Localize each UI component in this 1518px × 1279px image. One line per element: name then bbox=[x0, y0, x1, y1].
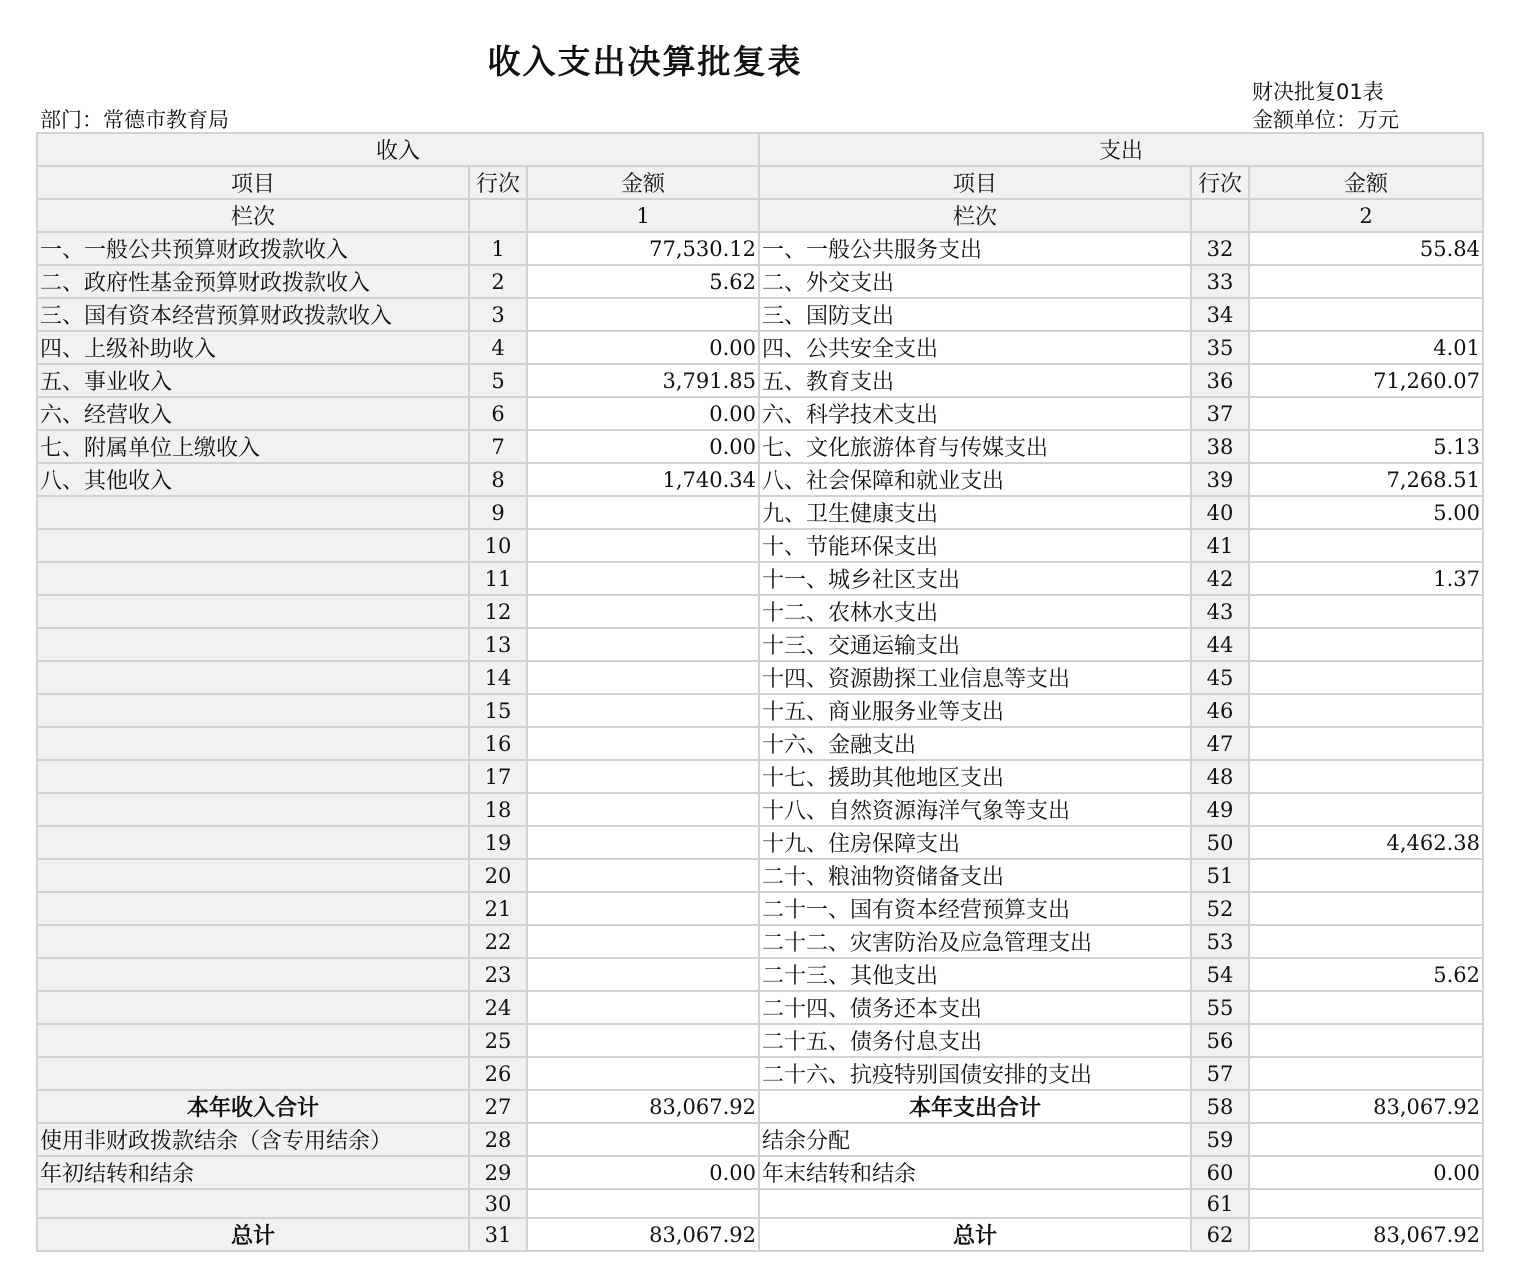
expense-row-no-cell: 46 bbox=[1191, 694, 1249, 727]
expense-row-no-cell: 39 bbox=[1191, 463, 1249, 496]
expense-item-cell: 二十六、抗疫特别国债安排的支出 bbox=[759, 1057, 1191, 1090]
income-item-cell bbox=[37, 991, 469, 1024]
expense-item-cell: 十八、自然资源海洋气象等支出 bbox=[759, 793, 1191, 826]
table-row bbox=[37, 760, 1483, 793]
income-amount-cell: 77,530.12 bbox=[527, 232, 759, 265]
income-item-cell: 年初结转和结余 bbox=[37, 1156, 469, 1189]
table-row bbox=[37, 793, 1483, 826]
expense-row-no-cell: 34 bbox=[1191, 298, 1249, 331]
income-item-cell bbox=[37, 826, 469, 859]
expense-row-no-cell: 43 bbox=[1191, 595, 1249, 628]
income-row-no-cell: 27 bbox=[469, 1090, 527, 1123]
expense-amount-cell bbox=[1249, 1024, 1483, 1057]
expense-column-no: 2 bbox=[1249, 199, 1483, 232]
income-row-no-cell: 10 bbox=[469, 529, 527, 562]
expense-item-cell: 六、科学技术支出 bbox=[759, 397, 1191, 430]
income-item-cell: 总计 bbox=[37, 1218, 469, 1251]
income-amount-cell bbox=[527, 925, 759, 958]
income-row-no-cell: 15 bbox=[469, 694, 527, 727]
income-amount-cell bbox=[527, 859, 759, 892]
expense-column-order-label: 栏次 bbox=[759, 199, 1191, 232]
income-row-no-cell: 5 bbox=[469, 364, 527, 397]
expense-column-order-blank bbox=[1191, 199, 1249, 232]
expense-item-cell bbox=[759, 1189, 1191, 1218]
income-row-no-cell: 20 bbox=[469, 859, 527, 892]
income-row-no-cell: 16 bbox=[469, 727, 527, 760]
expense-item-cell: 十三、交通运输支出 bbox=[759, 628, 1191, 661]
income-amount-cell: 5.62 bbox=[527, 265, 759, 298]
income-column-order-blank bbox=[469, 199, 527, 232]
expense-row-no-cell: 49 bbox=[1191, 793, 1249, 826]
expense-amount-cell bbox=[1249, 694, 1483, 727]
income-row-no-cell: 3 bbox=[469, 298, 527, 331]
expense-amount-cell bbox=[1249, 595, 1483, 628]
expense-item-cell: 四、公共安全支出 bbox=[759, 331, 1191, 364]
expense-row-no-cell: 44 bbox=[1191, 628, 1249, 661]
table-row bbox=[37, 694, 1483, 727]
income-amount-cell bbox=[527, 1189, 759, 1218]
income-row-no-cell: 17 bbox=[469, 760, 527, 793]
expense-amount-cell: 71,260.07 bbox=[1249, 364, 1483, 397]
table-row bbox=[37, 958, 1483, 991]
expense-row-no-cell: 58 bbox=[1191, 1090, 1249, 1123]
table-row bbox=[37, 991, 1483, 1024]
expense-row-no-cell: 36 bbox=[1191, 364, 1249, 397]
expense-item-cell: 二十三、其他支出 bbox=[759, 958, 1191, 991]
expense-row-no-cell: 55 bbox=[1191, 991, 1249, 1024]
income-row-no-cell: 19 bbox=[469, 826, 527, 859]
expense-amount-cell bbox=[1249, 793, 1483, 826]
table-row bbox=[37, 232, 1483, 265]
form-number: 财决批复01表 bbox=[1252, 80, 1384, 104]
income-item-cell bbox=[37, 925, 469, 958]
expense-item-cell: 十六、金融支出 bbox=[759, 727, 1191, 760]
income-amount-cell: 83,067.92 bbox=[527, 1218, 759, 1251]
table-row bbox=[37, 364, 1483, 397]
income-amount-cell: 83,067.92 bbox=[527, 1090, 759, 1123]
income-row-no-cell: 12 bbox=[469, 595, 527, 628]
income-amount-cell bbox=[527, 991, 759, 1024]
income-row-no-cell: 29 bbox=[469, 1156, 527, 1189]
expense-item-cell: 二十五、债务付息支出 bbox=[759, 1024, 1191, 1057]
amount-unit-label: 金额单位：万元 bbox=[1252, 108, 1399, 132]
income-row-no-cell: 6 bbox=[469, 397, 527, 430]
income-amount-cell: 1,740.34 bbox=[527, 463, 759, 496]
table-row bbox=[37, 595, 1483, 628]
income-column-order-label: 栏次 bbox=[37, 199, 469, 232]
expense-amount-cell bbox=[1249, 1189, 1483, 1218]
expense-item-cell: 十一、城乡社区支出 bbox=[759, 562, 1191, 595]
expense-item-cell: 十七、援助其他地区支出 bbox=[759, 760, 1191, 793]
expense-item-header: 项目 bbox=[759, 166, 1191, 199]
expense-amount-cell: 7,268.51 bbox=[1249, 463, 1483, 496]
expense-row-no-cell: 52 bbox=[1191, 892, 1249, 925]
income-row-no-cell: 4 bbox=[469, 331, 527, 364]
expense-amount-cell: 0.00 bbox=[1249, 1156, 1483, 1189]
table-row bbox=[37, 1189, 1483, 1218]
table-row bbox=[37, 859, 1483, 892]
table-row bbox=[37, 562, 1483, 595]
expense-amount-cell bbox=[1249, 628, 1483, 661]
income-amount-cell bbox=[527, 892, 759, 925]
expense-amount-cell bbox=[1249, 925, 1483, 958]
income-row-no-cell: 25 bbox=[469, 1024, 527, 1057]
income-item-cell bbox=[37, 496, 469, 529]
income-amount-cell bbox=[527, 562, 759, 595]
expense-item-cell: 年末结转和结余 bbox=[759, 1156, 1191, 1189]
income-row-no-cell: 18 bbox=[469, 793, 527, 826]
income-amount-cell: 3,791.85 bbox=[527, 364, 759, 397]
income-item-cell bbox=[37, 628, 469, 661]
income-item-cell bbox=[37, 958, 469, 991]
income-item-cell: 七、附属单位上缴收入 bbox=[37, 430, 469, 463]
column-order-row bbox=[37, 199, 1483, 232]
budget-table bbox=[36, 132, 1484, 1252]
section-header-row bbox=[37, 133, 1483, 166]
table-row bbox=[37, 826, 1483, 859]
table-row bbox=[37, 1156, 1483, 1189]
expense-row-no-cell: 35 bbox=[1191, 331, 1249, 364]
table-row bbox=[37, 1057, 1483, 1090]
expense-row-no-cell: 40 bbox=[1191, 496, 1249, 529]
income-amount-cell bbox=[527, 727, 759, 760]
income-amount-cell: 0.00 bbox=[527, 331, 759, 364]
income-item-cell bbox=[37, 1189, 469, 1218]
expense-row-no-cell: 51 bbox=[1191, 859, 1249, 892]
expense-row-no-header: 行次 bbox=[1191, 166, 1249, 199]
income-amount-cell bbox=[527, 661, 759, 694]
expense-row-no-cell: 47 bbox=[1191, 727, 1249, 760]
income-row-no-cell: 9 bbox=[469, 496, 527, 529]
table-row bbox=[37, 397, 1483, 430]
expense-amount-header: 金额 bbox=[1249, 166, 1483, 199]
expense-row-no-cell: 60 bbox=[1191, 1156, 1249, 1189]
income-item-cell bbox=[37, 727, 469, 760]
expense-amount-cell: 5.62 bbox=[1249, 958, 1483, 991]
expense-section-header: 支出 bbox=[759, 133, 1483, 166]
income-row-no-cell: 30 bbox=[469, 1189, 527, 1218]
table-row bbox=[37, 1090, 1483, 1123]
expense-amount-cell bbox=[1249, 298, 1483, 331]
income-amount-cell bbox=[527, 1123, 759, 1156]
table-row bbox=[37, 298, 1483, 331]
expense-row-no-cell: 53 bbox=[1191, 925, 1249, 958]
income-item-cell bbox=[37, 859, 469, 892]
income-item-cell: 六、经营收入 bbox=[37, 397, 469, 430]
expense-item-cell: 九、卫生健康支出 bbox=[759, 496, 1191, 529]
expense-item-cell: 十二、农林水支出 bbox=[759, 595, 1191, 628]
income-amount-cell bbox=[527, 298, 759, 331]
expense-row-no-cell: 57 bbox=[1191, 1057, 1249, 1090]
income-item-cell: 本年收入合计 bbox=[37, 1090, 469, 1123]
income-amount-cell: 0.00 bbox=[527, 430, 759, 463]
expense-item-cell: 七、文化旅游体育与传媒支出 bbox=[759, 430, 1191, 463]
income-amount-cell bbox=[527, 793, 759, 826]
page-title: 收入支出决算批复表 bbox=[487, 42, 803, 81]
income-row-no-cell: 7 bbox=[469, 430, 527, 463]
income-row-no-cell: 8 bbox=[469, 463, 527, 496]
expense-item-cell: 十、节能环保支出 bbox=[759, 529, 1191, 562]
expense-item-cell: 二、外交支出 bbox=[759, 265, 1191, 298]
income-item-cell: 使用非财政拨款结余（含专用结余） bbox=[37, 1123, 469, 1156]
income-item-cell bbox=[37, 1057, 469, 1090]
expense-item-cell: 二十二、灾害防治及应急管理支出 bbox=[759, 925, 1191, 958]
table-row bbox=[37, 892, 1483, 925]
income-row-no-cell: 28 bbox=[469, 1123, 527, 1156]
expense-item-cell: 总计 bbox=[759, 1218, 1191, 1251]
expense-item-cell: 十九、住房保障支出 bbox=[759, 826, 1191, 859]
income-item-cell: 五、事业收入 bbox=[37, 364, 469, 397]
expense-item-cell: 十四、资源勘探工业信息等支出 bbox=[759, 661, 1191, 694]
income-amount-cell bbox=[527, 529, 759, 562]
income-row-no-header: 行次 bbox=[469, 166, 527, 199]
expense-amount-cell: 4.01 bbox=[1249, 331, 1483, 364]
expense-row-no-cell: 48 bbox=[1191, 760, 1249, 793]
expense-amount-cell bbox=[1249, 1057, 1483, 1090]
table-row bbox=[37, 925, 1483, 958]
expense-amount-cell: 55.84 bbox=[1249, 232, 1483, 265]
income-row-no-cell: 14 bbox=[469, 661, 527, 694]
table-row bbox=[37, 661, 1483, 694]
expense-amount-cell bbox=[1249, 892, 1483, 925]
table-row bbox=[37, 529, 1483, 562]
expense-row-no-cell: 50 bbox=[1191, 826, 1249, 859]
expense-amount-cell bbox=[1249, 991, 1483, 1024]
income-row-no-cell: 11 bbox=[469, 562, 527, 595]
expense-item-cell: 五、教育支出 bbox=[759, 364, 1191, 397]
expense-item-cell: 二十、粮油物资储备支出 bbox=[759, 859, 1191, 892]
expense-item-cell: 结余分配 bbox=[759, 1123, 1191, 1156]
column-header-row bbox=[37, 166, 1483, 199]
income-item-cell: 三、国有资本经营预算财政拨款收入 bbox=[37, 298, 469, 331]
table-row bbox=[37, 496, 1483, 529]
table-row bbox=[37, 628, 1483, 661]
income-item-cell bbox=[37, 892, 469, 925]
expense-amount-cell bbox=[1249, 529, 1483, 562]
table-row bbox=[37, 265, 1483, 298]
income-item-cell: 四、上级补助收入 bbox=[37, 331, 469, 364]
expense-amount-cell bbox=[1249, 1123, 1483, 1156]
income-section-header: 收入 bbox=[37, 133, 759, 166]
table-row bbox=[37, 331, 1483, 364]
income-item-cell: 二、政府性基金预算财政拨款收入 bbox=[37, 265, 469, 298]
table-row bbox=[37, 463, 1483, 496]
income-amount-cell bbox=[527, 826, 759, 859]
expense-amount-cell: 1.37 bbox=[1249, 562, 1483, 595]
income-item-cell bbox=[37, 760, 469, 793]
expense-row-no-cell: 33 bbox=[1191, 265, 1249, 298]
income-item-header: 项目 bbox=[37, 166, 469, 199]
expense-amount-cell: 5.00 bbox=[1249, 496, 1483, 529]
income-row-no-cell: 22 bbox=[469, 925, 527, 958]
expense-amount-cell: 83,067.92 bbox=[1249, 1090, 1483, 1123]
table-row bbox=[37, 727, 1483, 760]
expense-amount-cell bbox=[1249, 661, 1483, 694]
expense-row-no-cell: 56 bbox=[1191, 1024, 1249, 1057]
income-row-no-cell: 31 bbox=[469, 1218, 527, 1251]
income-amount-cell bbox=[527, 1024, 759, 1057]
income-item-cell: 八、其他收入 bbox=[37, 463, 469, 496]
expense-row-no-cell: 45 bbox=[1191, 661, 1249, 694]
income-row-no-cell: 1 bbox=[469, 232, 527, 265]
income-item-cell bbox=[37, 694, 469, 727]
expense-row-no-cell: 62 bbox=[1191, 1218, 1249, 1251]
income-amount-cell bbox=[527, 595, 759, 628]
expense-row-no-cell: 61 bbox=[1191, 1189, 1249, 1218]
income-amount-cell bbox=[527, 628, 759, 661]
expense-amount-cell bbox=[1249, 760, 1483, 793]
income-item-cell bbox=[37, 529, 469, 562]
expense-item-cell: 二十一、国有资本经营预算支出 bbox=[759, 892, 1191, 925]
expense-row-no-cell: 59 bbox=[1191, 1123, 1249, 1156]
expense-amount-cell: 83,067.92 bbox=[1249, 1218, 1483, 1251]
expense-item-cell: 二十四、债务还本支出 bbox=[759, 991, 1191, 1024]
income-amount-cell bbox=[527, 694, 759, 727]
income-row-no-cell: 26 bbox=[469, 1057, 527, 1090]
expense-amount-cell bbox=[1249, 265, 1483, 298]
table-row bbox=[37, 1218, 1483, 1251]
expense-row-no-cell: 32 bbox=[1191, 232, 1249, 265]
income-row-no-cell: 24 bbox=[469, 991, 527, 1024]
table-row bbox=[37, 1123, 1483, 1156]
table-row bbox=[37, 430, 1483, 463]
income-item-cell bbox=[37, 661, 469, 694]
department-label: 部门：常德市教育局 bbox=[40, 108, 229, 132]
income-amount-cell: 0.00 bbox=[527, 1156, 759, 1189]
expense-amount-cell: 4,462.38 bbox=[1249, 826, 1483, 859]
income-item-cell bbox=[37, 595, 469, 628]
income-item-cell bbox=[37, 562, 469, 595]
expense-item-cell: 三、国防支出 bbox=[759, 298, 1191, 331]
income-amount-cell: 0.00 bbox=[527, 397, 759, 430]
income-amount-cell bbox=[527, 496, 759, 529]
expense-amount-cell: 5.13 bbox=[1249, 430, 1483, 463]
income-row-no-cell: 13 bbox=[469, 628, 527, 661]
expense-item-cell: 十五、商业服务业等支出 bbox=[759, 694, 1191, 727]
income-item-cell bbox=[37, 1024, 469, 1057]
expense-row-no-cell: 37 bbox=[1191, 397, 1249, 430]
table-row bbox=[37, 1024, 1483, 1057]
expense-item-cell: 一、一般公共服务支出 bbox=[759, 232, 1191, 265]
expense-row-no-cell: 41 bbox=[1191, 529, 1249, 562]
income-row-no-cell: 23 bbox=[469, 958, 527, 991]
income-amount-cell bbox=[527, 958, 759, 991]
income-row-no-cell: 2 bbox=[469, 265, 527, 298]
expense-amount-cell bbox=[1249, 727, 1483, 760]
expense-row-no-cell: 38 bbox=[1191, 430, 1249, 463]
income-amount-cell bbox=[527, 1057, 759, 1090]
expense-item-cell: 本年支出合计 bbox=[759, 1090, 1191, 1123]
expense-item-cell: 八、社会保障和就业支出 bbox=[759, 463, 1191, 496]
income-row-no-cell: 21 bbox=[469, 892, 527, 925]
income-column-no: 1 bbox=[527, 199, 759, 232]
expense-row-no-cell: 42 bbox=[1191, 562, 1249, 595]
income-item-cell bbox=[37, 793, 469, 826]
expense-amount-cell bbox=[1249, 859, 1483, 892]
income-amount-cell bbox=[527, 760, 759, 793]
income-amount-header: 金额 bbox=[527, 166, 759, 199]
expense-amount-cell bbox=[1249, 397, 1483, 430]
income-item-cell: 一、一般公共预算财政拨款收入 bbox=[37, 232, 469, 265]
expense-row-no-cell: 54 bbox=[1191, 958, 1249, 991]
